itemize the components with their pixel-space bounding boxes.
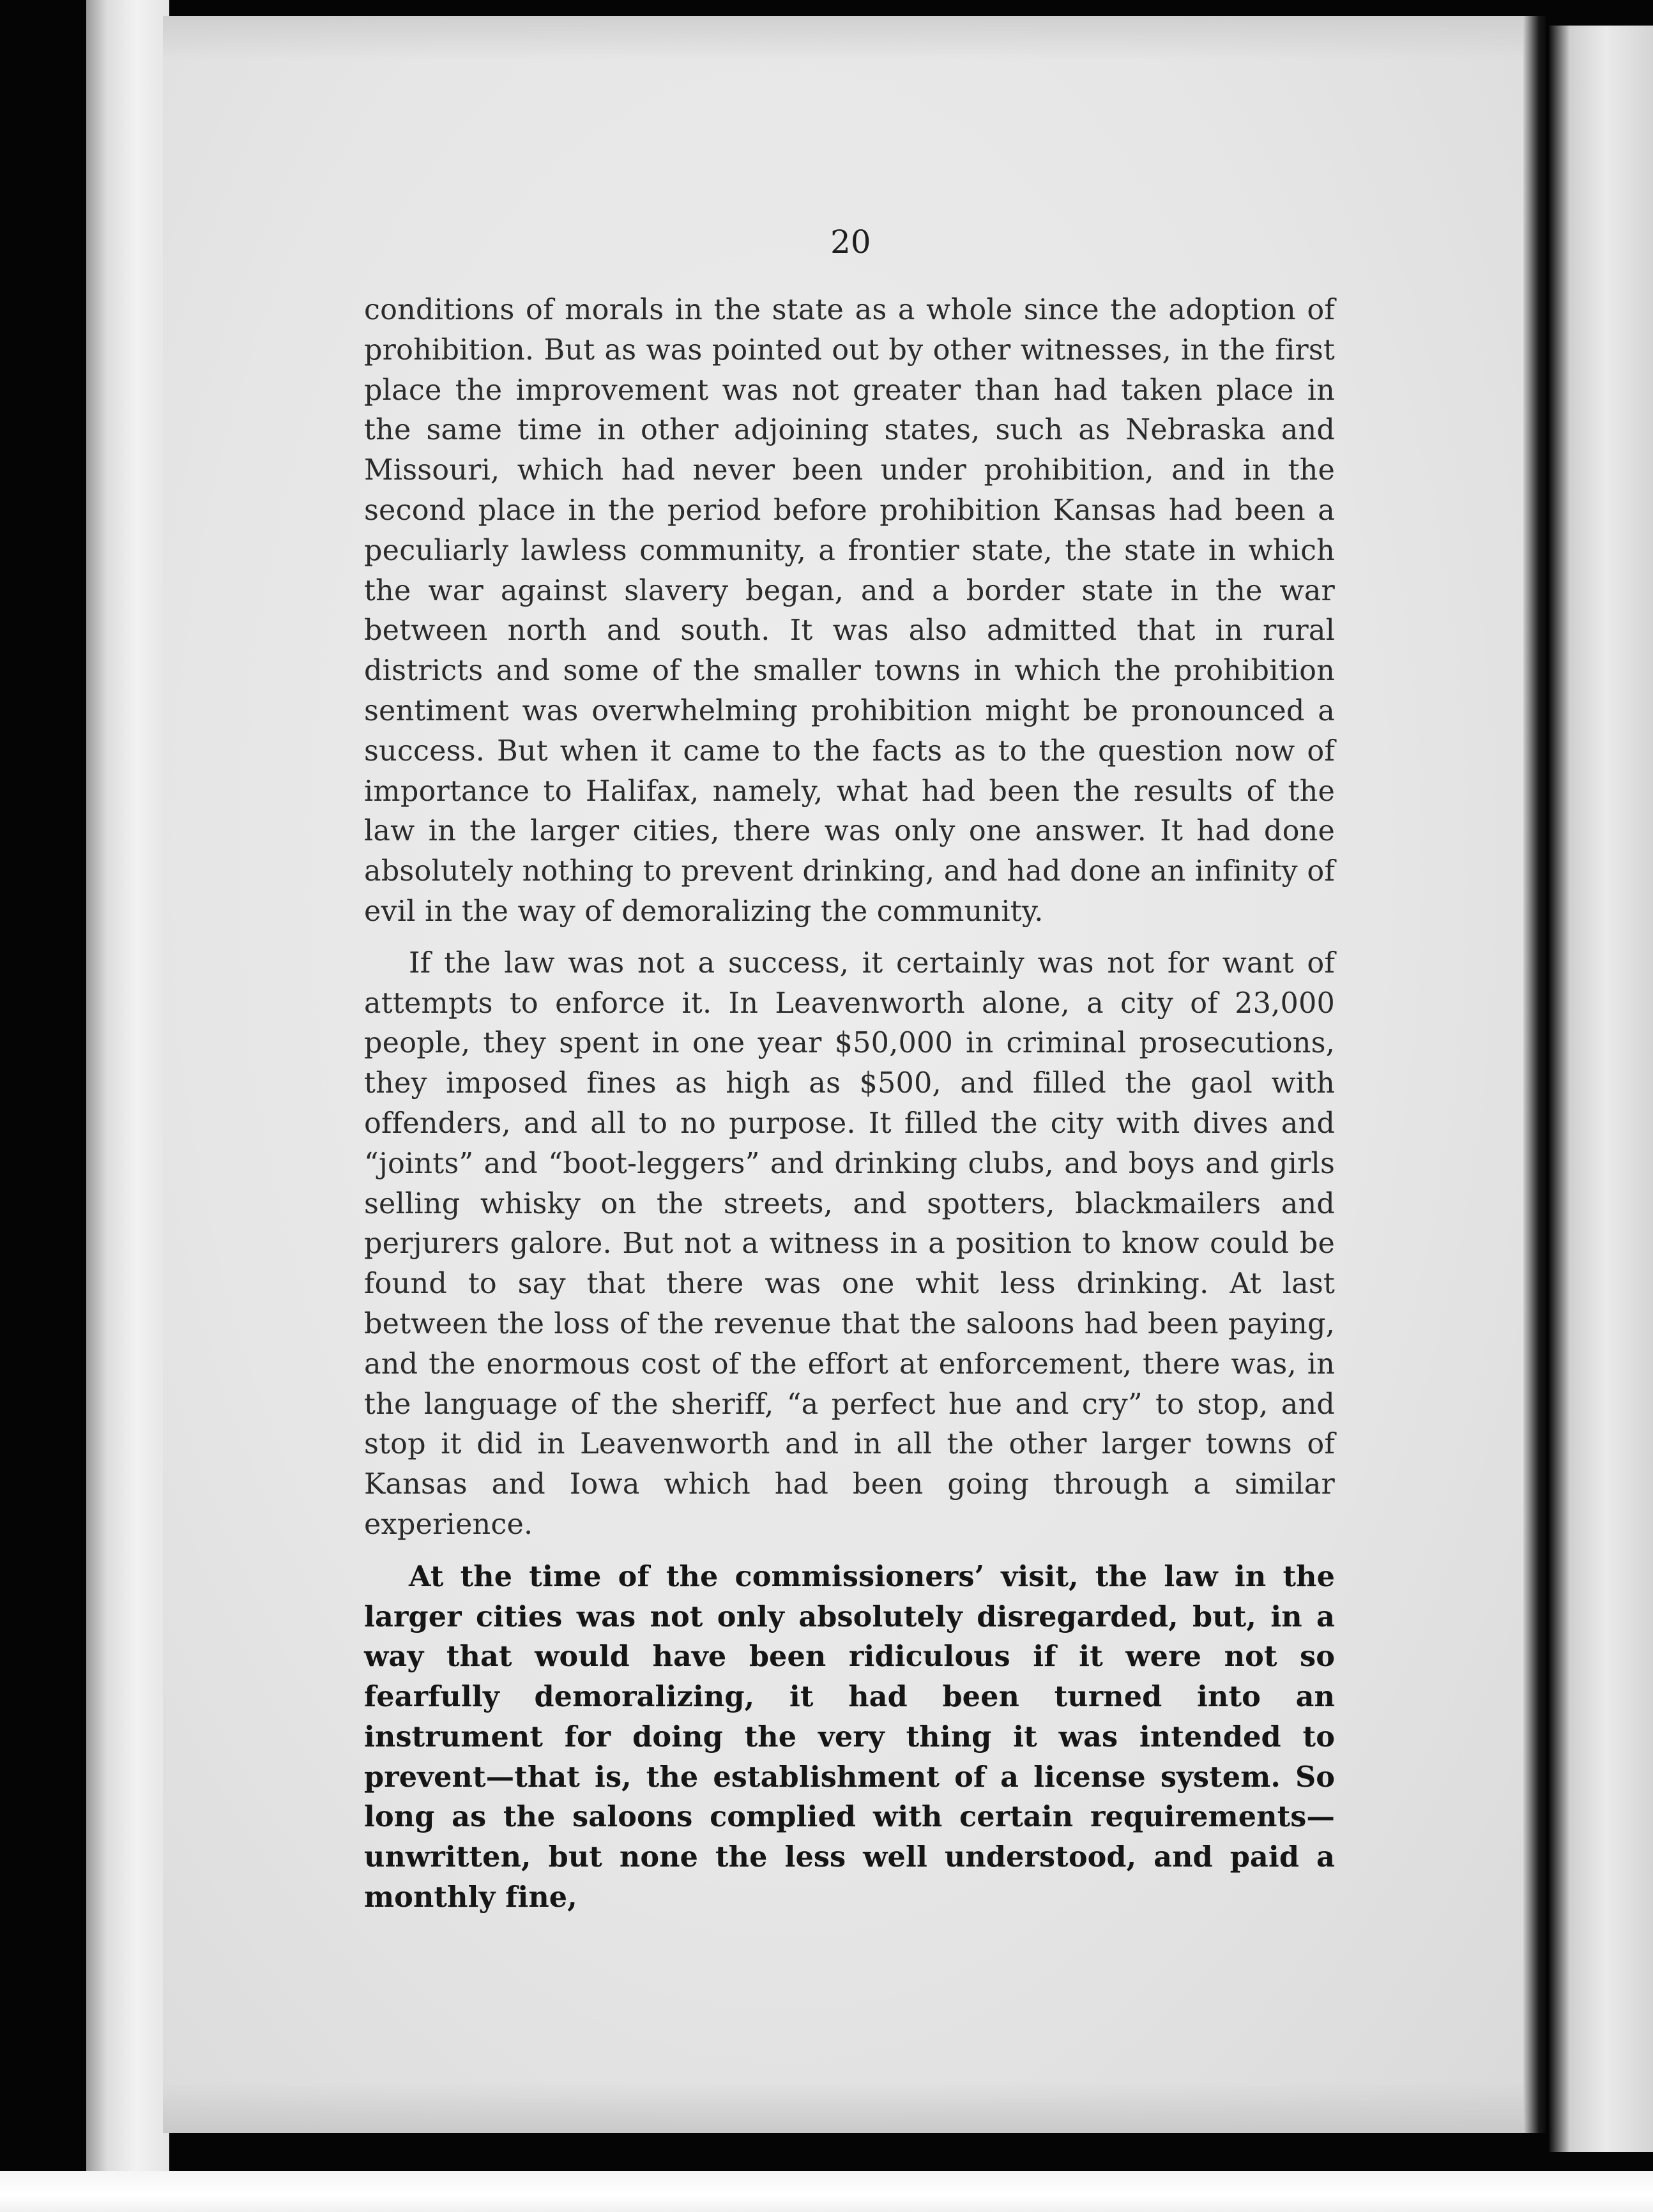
- facing-page-edge: [1549, 26, 1653, 2152]
- scan-bottom-band: [0, 2171, 1653, 2212]
- left-paper-edge: [86, 0, 169, 2184]
- body-text: [364, 291, 1335, 1918]
- page-top-shadow: [163, 16, 1539, 61]
- paragraph-leavenworth: If the law was not a success, it certainly was not for want of attempts to enforce it. In Leavenworth alone, a city of 23,000 people, they spent in one year $50,000 in criminal prosecutions, they imposed fines as high as $500, and filled the gaol with offenders, and all to no purpose. It filled the city with dives and “joints” and “boot-leggers” and drinking clubs, and boys and girls selling whisky on the streets, and spotters, blackmailers and perjurers galore. But not a witness in a position to know could be found to say that there was one whit less drinking. At last between the loss of the revenue that the saloons had been paying, and the enormous cost of the effort at enforcement, there was, in the language of the sheriff, “a perfect hue and cry” to stop, and stop it did in Leavenworth and in all the other larger towns of Kansas and Iowa which had been going through a similar experience.: [364, 946, 1335, 1541]
- page-bottom-shadow: [163, 2082, 1539, 2133]
- paragraph-commissioners-visit: At the time of the commissioners’ visit, the law in the larger cities was not only absolutely disregarded, but, in a way that would have been ridiculous if it were not so fearfully demoralizing, it had been turned into an instrument for doing the very thing it was intended to prevent—that is, the establishment of a license system. So long as the saloons complied with certain requirements—unwritten, but none the less well understood, and paid a monthly fine,: [364, 1559, 1335, 1914]
- paragraph-continued: conditions of morals in the state as a whole since the adoption of prohibition. But as was pointed out by other witnesses, in the first place the improvement was not greater than had taken place in the same time in other adjoining states, such as Nebraska and Missouri, which had never been under prohibition, and in the second place in the period before prohibition Kansas had been a peculiarly lawless community, a frontier state, the state in which the war against slavery began, and a border state in the war between north and south. It was also admitted that in rural districts and some of the smaller towns in which the prohibition sentiment was overwhelming prohibition might be pronounced a success. But when it came to the facts as to the question now of importance to Halifax, namely, what had been the results of the law in the larger cities, there was only one answer. It had done absolutely nothing to prevent drinking, and had done an infinity of evil in the way of demoralizing the community.: [364, 294, 1335, 928]
- page-number: 20: [830, 223, 871, 261]
- page-gutter: [1523, 16, 1546, 2133]
